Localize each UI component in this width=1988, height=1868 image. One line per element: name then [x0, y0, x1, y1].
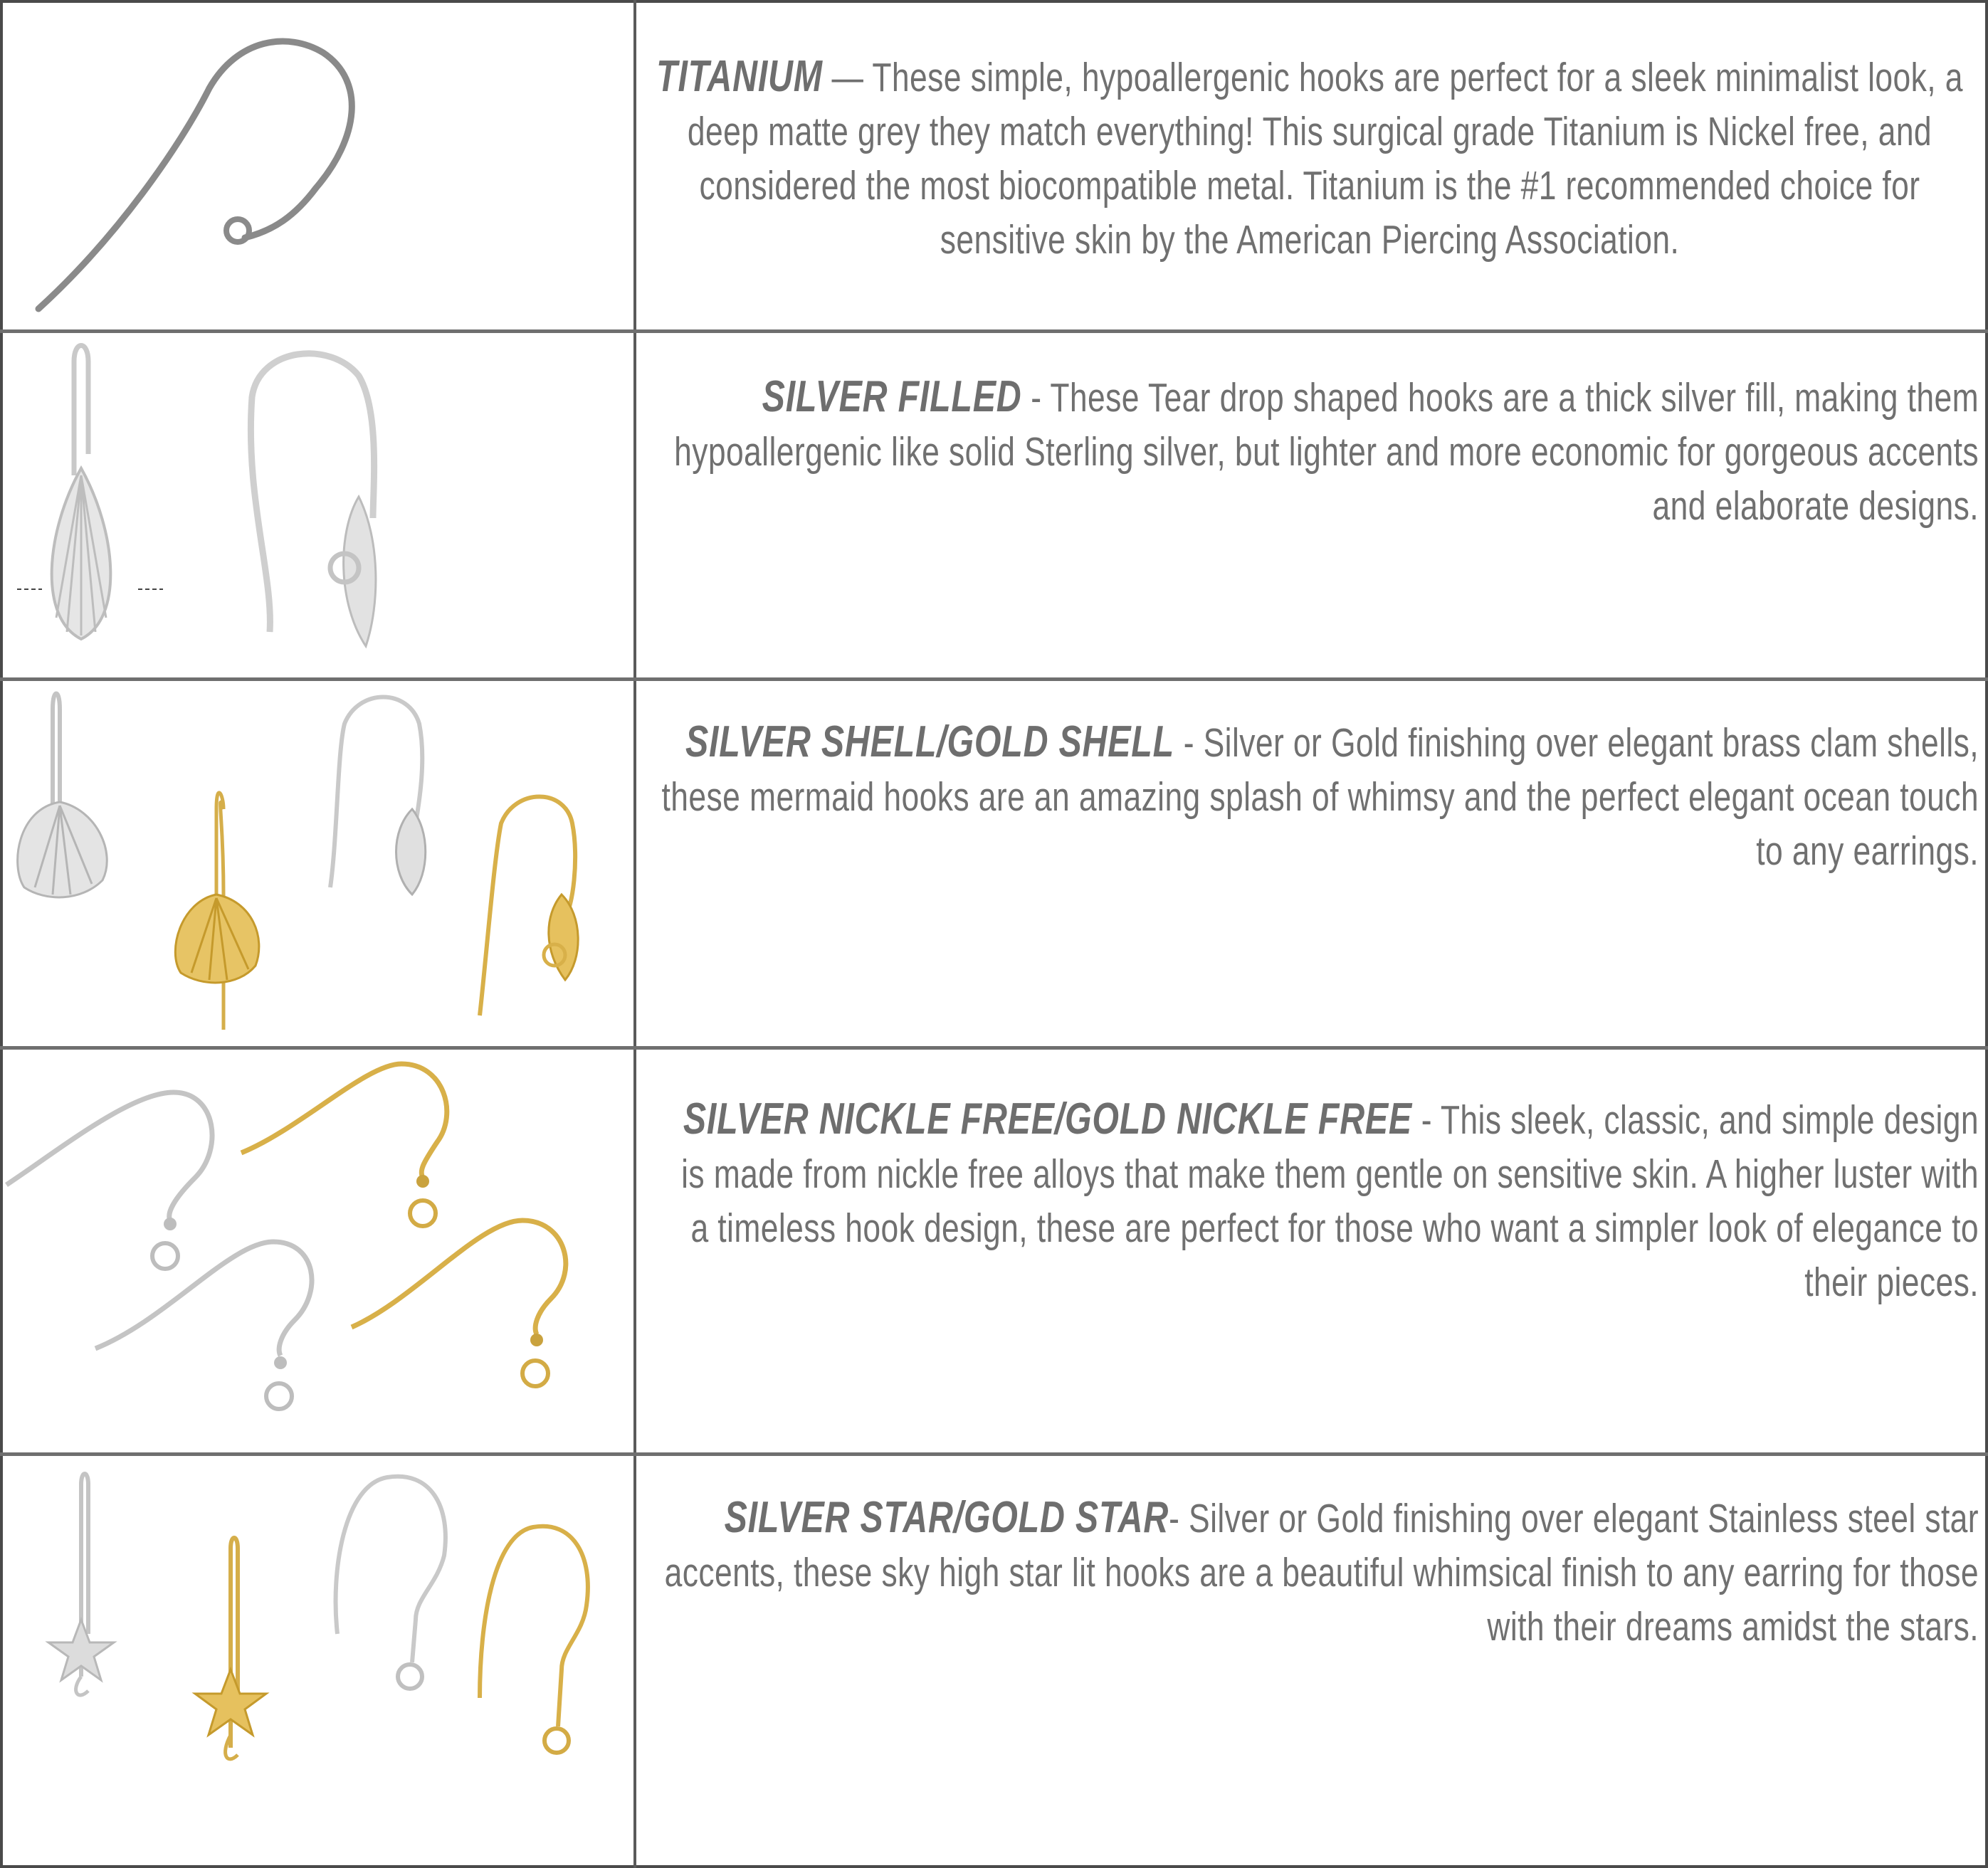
silver-filled-hook-image	[3, 333, 632, 677]
shell-description	[641, 715, 1979, 1035]
teardrop-hook-icon	[3, 333, 632, 677]
nickle-free-hook-image	[3, 1050, 632, 1452]
product-text: - Silver or Gold finishing over elegant brass clam shells, these mermaid hooks are an amazing splash of whimsy and the perfect elegant ocean touch to any earrings.	[661, 720, 1979, 874]
product-text: - Silver or Gold finishing over elegant Stainless steel star accents, these sky high star lit hooks are a beautiful whimsical finish to any earring for those with their dreams amidst the stars.	[664, 1496, 1979, 1650]
french-hook-icon	[3, 1050, 632, 1452]
product-name: SILVER STAR/GOLD STAR	[724, 1493, 1169, 1542]
product-name: SILVER NICKLE FREE/GOLD NICKLE FREE	[683, 1094, 1412, 1144]
product-text: - This sleek, classic, and simple design is made from nickle free alloys that make them gentle on sensitive skin. A higher luster with a timeless hook design, these are perfect for those who want a simpler look of elegance to their pieces.	[681, 1097, 1979, 1305]
nickle-free-description	[641, 1092, 1979, 1448]
product-text: — These simple, hypoallergenic hooks are perfect for a sleek minimalist look, a deep matte grey they match everything! This surgical grade Titanium is Nickel free, and considered the most biocompatible metal. Titanium is the #1 recommended choice for sensitive skin by the American Piercing Association.	[687, 55, 1963, 263]
star-hook-image	[3, 1456, 632, 1865]
product-name: TITANIUM	[656, 52, 823, 101]
column-divider	[633, 0, 636, 1868]
product-name: SILVER SHELL/GOLD SHELL	[685, 717, 1174, 766]
shell-hook-image	[3, 681, 632, 1045]
product-text: - These Tear drop shaped hooks are a thick silver fill, making them hypoallergenic like solid Sterling silver, but lighter and more economic for gorgeous accents and elaborate designs.	[674, 375, 1979, 529]
shell-hook-icon	[3, 681, 632, 1045]
star-hook-icon	[3, 1456, 632, 1865]
star-description	[641, 1491, 1979, 1861]
titanium-hook-icon	[3, 3, 632, 329]
silver-filled-description	[641, 370, 1979, 669]
titanium-hook-image	[3, 3, 632, 329]
product-name: SILVER FILLED	[762, 372, 1022, 421]
titanium-description	[641, 43, 1979, 327]
